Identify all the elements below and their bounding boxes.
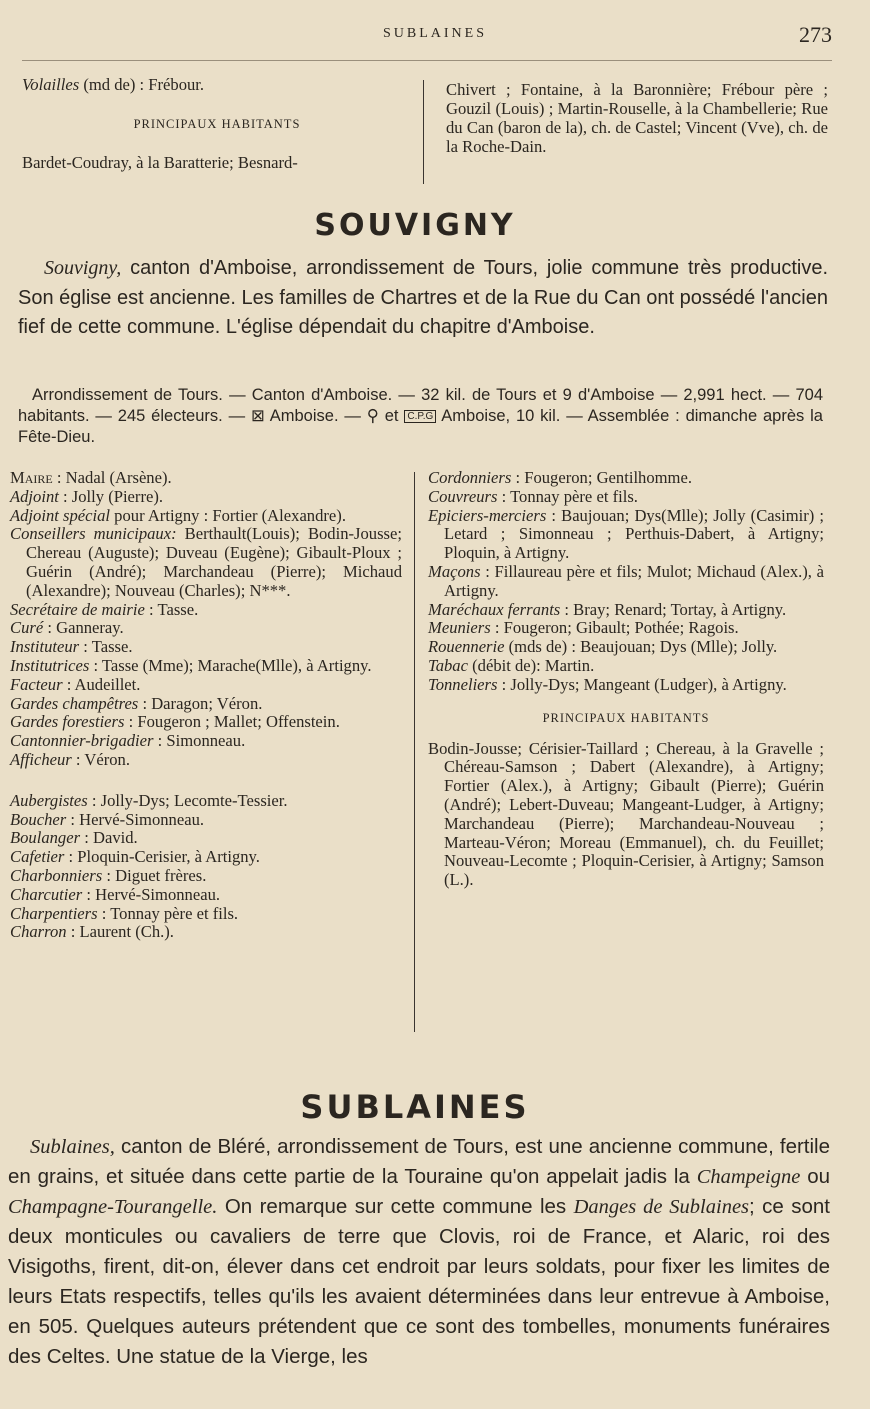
entry-value: : Ploquin-Cerisier, à Artigny. xyxy=(68,847,260,867)
entry-label: Maire xyxy=(10,468,53,487)
sublaines-title: SUBLAINES xyxy=(300,1088,530,1126)
entry-value: (mds de) : Beaujouan; Dys (Mlle); Jolly. xyxy=(508,637,778,657)
directory-entry xyxy=(10,469,402,488)
entry-value: : Bray; Renard; Tortay, à Artigny. xyxy=(564,599,787,619)
entry-label: Epiciers-merciers xyxy=(428,505,547,525)
previous-left-column xyxy=(22,76,412,173)
sublaines-intro xyxy=(8,1132,830,1372)
entry-value: (débit de): Martin. xyxy=(472,655,595,675)
running-title: SUBLAINES xyxy=(382,26,487,41)
stats-text: Arrondissement de Tours. — Canton d'Amboise. — 32 kil. de Tours et 9 d'Amboise — 2,991 hect. — 704 habitants. — 245 électeurs. — xyxy=(18,386,823,425)
commune-name: Souvigny, xyxy=(44,257,122,279)
entry-label: Cafetier xyxy=(10,847,65,867)
trades-list-left xyxy=(10,792,402,942)
entry-value: : Jolly-Dys; Mangeant (Ludger), à Artigny. xyxy=(501,674,787,694)
trades-list-right xyxy=(428,469,824,695)
entry-label: Maçons xyxy=(428,561,481,581)
entry-label: Maréchaux ferrants xyxy=(428,599,561,619)
directory-entry xyxy=(428,638,824,657)
entry-label: Secrétaire de mairie xyxy=(10,599,145,619)
directory-entry xyxy=(10,619,402,638)
entry-value: : Laurent (Ch.). xyxy=(70,922,174,942)
entry-label: Afficheur xyxy=(10,749,72,769)
entry-value: : Tonnay père et fils. xyxy=(101,903,239,923)
entry-value: : David. xyxy=(84,828,138,848)
directory-entry xyxy=(10,792,402,811)
stats-post-town: Amboise. — xyxy=(269,407,361,425)
souvigny-left-column xyxy=(10,469,402,942)
cpg-badge: C.P.G xyxy=(404,410,436,423)
entry-label: Aubergistes xyxy=(10,790,88,810)
entry-label: Cordonniers xyxy=(428,468,512,487)
entry-value: : Tasse. xyxy=(83,637,133,657)
entry-label: Boucher xyxy=(10,809,67,829)
entry-value: : Jolly-Dys; Lecomte-Tessier. xyxy=(91,790,288,810)
intro-text: canton de Bléré, arrondissement de Tours, est une ancienne commune, fertile en grains, et située dans cette partie de la Touraine qu'on appelait jadis la xyxy=(8,1135,830,1188)
emphasis-text: Champagne-Tourangelle. xyxy=(8,1196,218,1218)
directory-entry xyxy=(10,657,402,676)
entry-label: Rouennerie xyxy=(428,637,505,657)
directory-entry xyxy=(428,469,824,488)
directory-entry xyxy=(10,676,402,695)
directory-entry xyxy=(428,507,824,563)
entry-value: : Tonnay père et fils. xyxy=(501,486,638,506)
directory-entry xyxy=(428,563,824,601)
entry-label: Gardes forestiers xyxy=(10,712,125,732)
entry-value: : Diguet frères. xyxy=(106,865,207,885)
entry-value: : Fougeron ; Mallet; Offenstein. xyxy=(128,712,340,732)
intro-text: ou xyxy=(807,1165,830,1188)
previous-habitants-left: Bardet-Coudray, à la Baratterie; Besnard- xyxy=(22,152,298,172)
directory-entry xyxy=(428,619,824,638)
entry-value: : Hervé-Simonneau. xyxy=(86,884,221,904)
directory-entry xyxy=(10,829,402,848)
volailles-entry xyxy=(22,76,412,95)
souvigny-right-column xyxy=(428,469,824,890)
directory-entry xyxy=(428,488,824,507)
directory-entry xyxy=(10,638,402,657)
entry-value: : Fillaureau père et fils; Mulot; Michaud (Alex.), à Artigny. xyxy=(444,561,824,600)
directory-entry xyxy=(10,848,402,867)
page-number: 273 xyxy=(799,22,832,47)
entry-label: Conseillers municipaux: xyxy=(10,524,177,544)
entry-label: Boulanger xyxy=(10,828,81,848)
souvigny-title: SOUVIGNY xyxy=(314,208,516,243)
entry-value: : Audeillet. xyxy=(66,674,141,694)
entry-label: Facteur xyxy=(10,674,63,694)
entry-value: : Simonneau. xyxy=(157,731,246,751)
entry-value: : Jolly (Pierre). xyxy=(63,486,164,506)
directory-entry xyxy=(10,886,402,905)
emphasis-text: Champeigne xyxy=(696,1166,801,1188)
entry-label: Tabac xyxy=(428,655,468,675)
entry-label: Adjoint xyxy=(10,486,59,506)
stats-after: Amboise, 10 kil. — Assemblée : dimanche après la Fête-Dieu. xyxy=(18,407,823,446)
column-divider xyxy=(414,472,415,1032)
directory-entry xyxy=(10,923,402,942)
entry-value: : Daragon; Véron. xyxy=(142,693,263,713)
spacer xyxy=(10,770,402,792)
entry-value: Berthault(Louis); Bodin-Jousse; Chereau (Auguste); Duveau (Eugène); Gibault-Ploux ; Guérin (André); Marchandeau (Pierre); Michaud (Alexandre); Nouveau (Charles); N***. xyxy=(26,524,402,600)
intro-text: canton d'Amboise, arrondissement de Tours, jolie commune très productive. Son église est ancienne. Les familles de Chartres et de la Rue du Can ont possédé l'ancien fief de cette commune. L'église dépendait du chapitre d'Amboise. xyxy=(18,257,829,338)
entry-label: Charcutier xyxy=(10,884,83,904)
entry-label: Cantonnier-brigadier xyxy=(10,731,154,751)
entry-label: Charron xyxy=(10,922,67,942)
entry-label: Gardes champêtres xyxy=(10,693,139,713)
directory-entry xyxy=(10,751,402,770)
entry-label: Volailles xyxy=(22,75,80,94)
entry-label: Curé xyxy=(10,618,44,638)
directory-entry xyxy=(428,676,824,695)
entry-label: Couvreurs xyxy=(428,486,498,506)
intro-text: On remarque sur cette commune les xyxy=(224,1195,567,1218)
post-office-icon: ⊠ xyxy=(250,407,265,425)
directory-entry xyxy=(10,811,402,830)
entry-value: : Tasse. xyxy=(149,599,199,619)
souvigny-stats xyxy=(18,385,823,448)
entry-value: : Tasse (Mme); Marache(Mlle), à Artigny. xyxy=(93,655,372,675)
entry-value: : Fougeron; Gentilhomme. xyxy=(515,468,692,487)
column-divider xyxy=(423,80,424,184)
directory-entry xyxy=(428,601,824,620)
principal-habitants-heading: PRINCIPAUX HABITANTS xyxy=(542,710,710,725)
directory-entry xyxy=(10,695,402,714)
stats-et: et xyxy=(384,407,399,425)
entry-label: Charpentiers xyxy=(10,903,98,923)
commune-name: Sublaines, xyxy=(30,1136,115,1158)
directory-entry xyxy=(10,732,402,751)
emphasis-text: Danges de Sublaines xyxy=(573,1196,750,1218)
directory-entry xyxy=(10,507,402,526)
entry-value: : Véron. xyxy=(75,749,130,769)
entry-value: (md de) : Frébour. xyxy=(83,75,205,94)
entry-label: Adjoint spécial xyxy=(10,505,111,525)
entry-value: : Hervé-Simonneau. xyxy=(70,809,205,829)
header-rule xyxy=(22,60,832,61)
directory-entry xyxy=(428,657,824,676)
entry-label: Charbonniers xyxy=(10,865,103,885)
entry-value: : Baujouan; Dys(Mlle); Jolly (Casimir) ; Letard ; Simonneau ; Perthuis-Dabert, à Artigny; Ploquin, à Artigny. xyxy=(444,505,825,563)
directory-entry xyxy=(10,905,402,924)
entry-value: pour Artigny : Fortier (Alexandre). xyxy=(114,505,346,525)
entry-label: Institutrices xyxy=(10,655,90,675)
directory-entry xyxy=(10,488,402,507)
previous-habitants-right: Chivert ; Fontaine, à la Baronnière; Frébour père ; Gouzil (Louis) ; Martin-Rouselle, à la Chambellerie; Rue du Can (baron de la), ch. de Castel; Vincent (Vve), ch. de la Roche-Dain. xyxy=(446,80,828,156)
telegraph-icon: ⚲ xyxy=(366,407,379,425)
entry-value: : Nadal (Arsène). xyxy=(56,468,172,487)
directory-entry xyxy=(10,867,402,886)
entry-value: : Ganneray. xyxy=(47,618,124,638)
entry-label: Tonneliers xyxy=(428,674,498,694)
entry-label: Meuniers xyxy=(428,618,491,638)
entry-value: : Fougeron; Gibault; Pothée; Ragois. xyxy=(494,618,739,638)
entry-label: Instituteur xyxy=(10,637,80,657)
habitants-list: Bodin-Jousse; Cérisier-Taillard ; Chereau, à la Gravelle ; Chéreau-Samson ; Dabert (Alexandre), à Artigny; Fortier (Alex.), à Artigny; Gibault (Pierre); Guérin (André); Lebert-Duveau; Mangeant-Ludger, à Artigny; Marchandeau (Pierre); Marchandeau-Nouveau ; Marteau-Véron; Moreau (Emmanuel), ch. du Feuillet; Nouveau-Lecomte ; Ploquin-Cerisier, à Artigny; Samson (L.). xyxy=(428,738,824,890)
directory-entry xyxy=(10,713,402,732)
directory-entry xyxy=(10,525,402,600)
principal-habitants-heading: PRINCIPAUX HABITANTS xyxy=(133,116,301,131)
officials-list xyxy=(10,469,402,770)
intro-text: ; ce sont deux monticules ou cavaliers de terre que Clovis, roi de France, et Alaric, roi des Visigoths, firent, dit-on, élever dans cet endroit par leurs soldats, pour fixer les limites de leurs Etats respectifs, telles qu'ils les avaient déterminées dans leur entrevue à Amboise, en 505. Quelques auteurs prétendent que ce sont des tombelles, monuments funéraires des Celtes. Une statue de la Vierge, les xyxy=(8,1195,830,1368)
directory-entry xyxy=(10,601,402,620)
souvigny-intro xyxy=(18,254,828,343)
